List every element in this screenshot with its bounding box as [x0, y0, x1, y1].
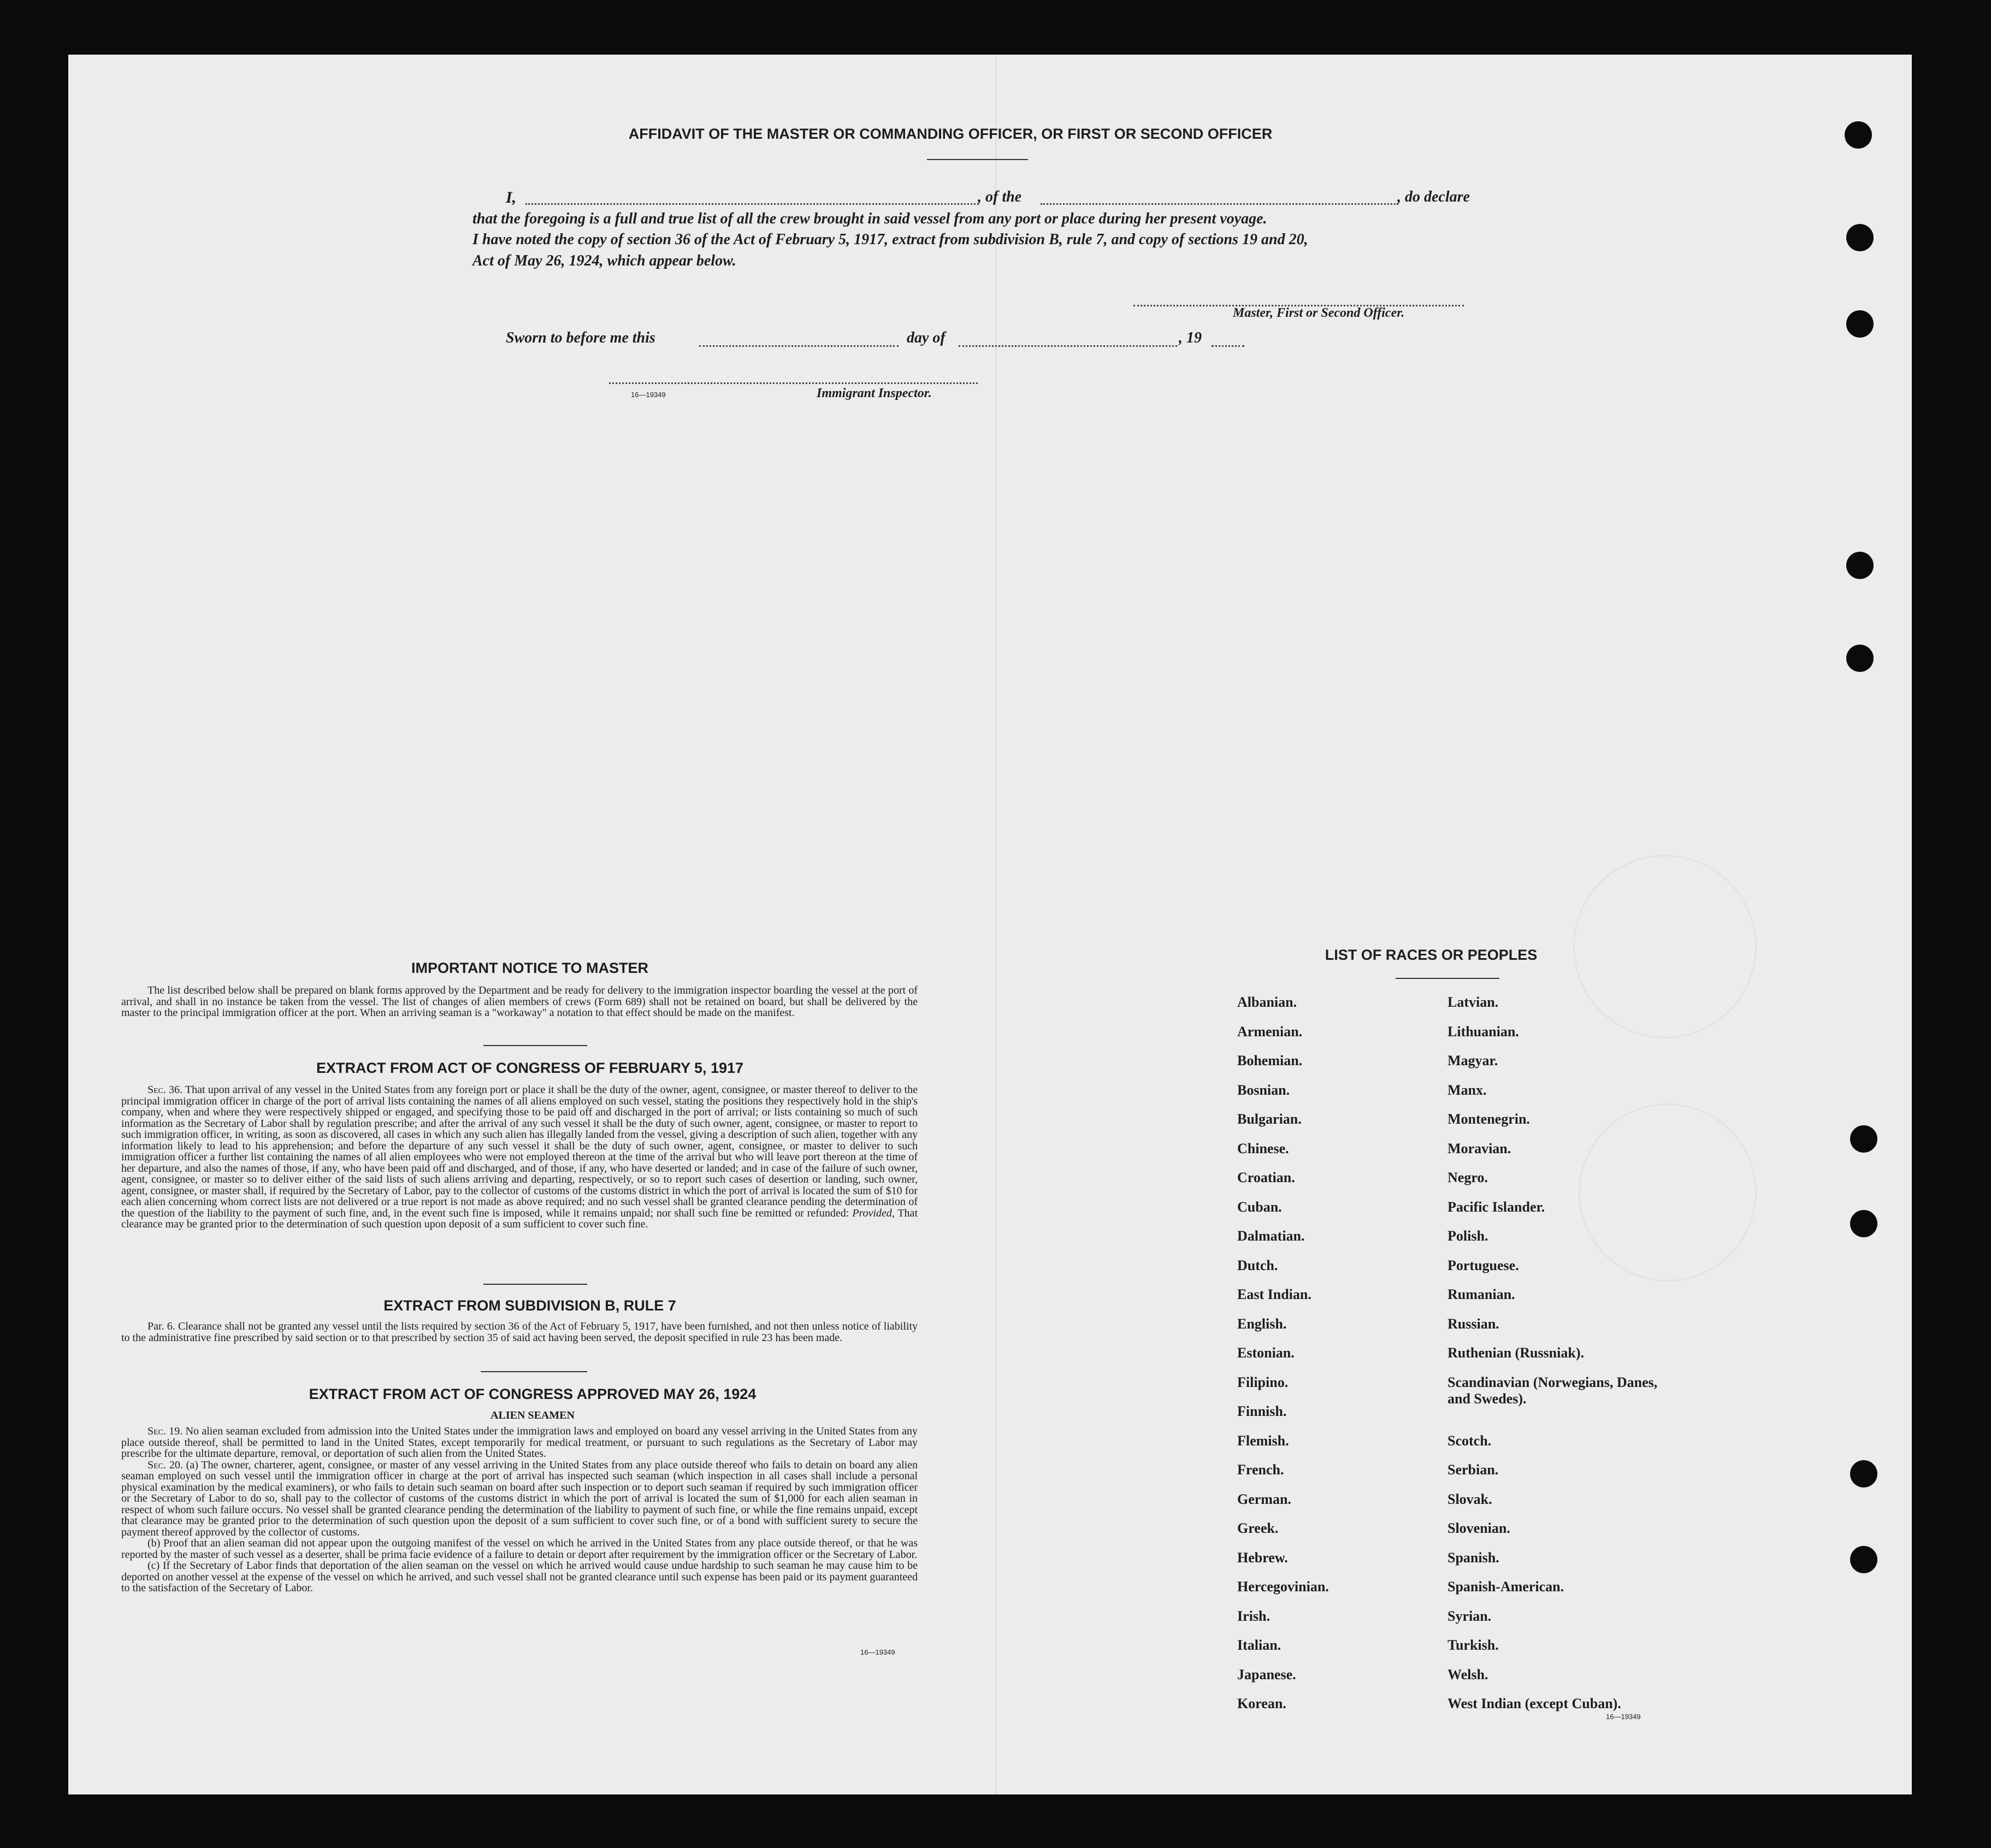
race-item: Pacific Islander.: [1448, 1198, 1545, 1215]
sec-20a-body: (a) The owner, charterer, agent, consignee, or master of any vessel arriving in the United States from any place outside thereof who fails to detain on board any alien seaman employed on such vessel until the immigration officer in charge at the port of arrival has inspected such seaman (which inspection in all cases shall include a personal physical examination by the medical examiners), or who fails to detain such seaman on board after such inspection or to deport such seaman if required by such immigration officer or the Secretary of Labor to do so, shall pay to the collector of customs of the customs district in which the port of arrival is located the sum of $1,000 for each alien seaman in respect of whom such failure occurs. No vessel shall be granted clearance pending the determination of the liability to payment of such fine, or while the fine remains unpaid, except that clearance may be granted prior to the determination of such question upon the deposit of a sum sufficient to cover such fine, or of a bond with sufficient surety to secure the payment thereof approved by the collector of customs.: [121, 1459, 918, 1538]
race-item: Albanian.: [1237, 994, 1297, 1010]
race-item: Spanish-American.: [1448, 1579, 1564, 1595]
races-form-number: 16—19349: [1606, 1713, 1641, 1721]
race-item: Lithuanian.: [1448, 1023, 1519, 1040]
race-item: Moravian.: [1448, 1140, 1511, 1156]
year-prefix-label: , 19: [1179, 329, 1202, 346]
notice-paragraph: The list described below shall be prepared on blank forms approved by the Department and be ready for delivery to the immigration inspector boarding the vessel at the port of arrival, and shall in no instance be taken from the vessel. The list of changes of alien members of crews (Form 689) shall not be retained on board, but shall be delivered by the master to the principal immigration officer at the port. When an arriving seaman is a "workaway" a notation to that effect should be made on the manifest.: [121, 984, 918, 1019]
race-item: Turkish.: [1448, 1637, 1499, 1653]
race-item: Spanish.: [1448, 1549, 1499, 1566]
race-item: Korean.: [1237, 1696, 1286, 1711]
section-divider: [483, 1045, 587, 1046]
sec-36-body-end: That clearance may be granted prior to the determination of such question upon deposit of a sum sufficient to cover such fine.: [121, 1207, 918, 1230]
sec-20c-paragraph: (c) If the Secretary of Labor finds that deportation of the alien seaman on the vessel on which he arrived would cause undue hardship to such seaman he may cause him to be deported on another vessel at the expense of the vessel on which he arrived, and such vessel shall not be granted clearance until such expense has been paid or its payment guaranteed to the satisfaction of the Secretary of Labor.: [121, 1560, 918, 1594]
race-item: Latvian.: [1448, 994, 1499, 1010]
punch-hole: [1850, 1125, 1877, 1153]
affidavit-line-3: I have noted the copy of section 36 of the Act of February 5, 1917, extract from subdivision B, rule 7, and copy of sections 19 and 20,: [472, 231, 1308, 248]
race-item: Portuguese.: [1448, 1257, 1519, 1273]
punch-hole: [1845, 121, 1872, 149]
rule-7-paragraph: Par. 6. Clearance shall not be granted any vessel until the lists required by section 36 of the Act of February 5, 1917, have been furnished, and not then unless notice of liability to the administrative fine prescribed by said section or to that prescribed by section 35 of said act having been served, the deposit specified in rule 23 has been made.: [121, 1320, 918, 1344]
sec-36-paragraph: [121, 1084, 918, 1230]
punch-hole: [1846, 310, 1874, 338]
race-item: Manx.: [1448, 1082, 1487, 1098]
title-underline: [927, 159, 1028, 160]
race-item: Slovenian.: [1448, 1520, 1510, 1536]
vessel-blank[interactable]: [1041, 203, 1398, 205]
race-item: Hebrew.: [1237, 1549, 1288, 1566]
race-item: East Indian.: [1237, 1286, 1311, 1302]
punch-hole: [1846, 552, 1874, 579]
inspector-label: Immigrant Inspector.: [817, 386, 932, 400]
race-item: Italian.: [1237, 1637, 1281, 1653]
of-the-label: , of the: [978, 188, 1022, 205]
race-item: Flemish.: [1237, 1432, 1289, 1449]
race-item: Negro.: [1448, 1170, 1488, 1185]
race-item: Finnish.: [1237, 1403, 1287, 1419]
notice-title: IMPORTANT NOTICE TO MASTER: [411, 960, 648, 976]
sec-36-label: Sec. 36.: [147, 1084, 183, 1096]
race-item: Armenian.: [1237, 1023, 1303, 1040]
race-item: Syrian.: [1448, 1608, 1492, 1624]
punch-hole: [1846, 645, 1874, 672]
sec-20b-paragraph: (b) Proof that an alien seaman did not appear upon the outgoing manifest of the vessel on which he arrived in the United States from any place outside thereof, or that he was reported by the master of such vessel as a deserter, shall be prima facie evidence of a failure to detain or deport after requirement by the immigration officer or the Secretary of Labor.: [121, 1537, 918, 1561]
affidavit-form-number: 16—19349: [631, 391, 666, 399]
sec-20a-paragraph: [121, 1460, 918, 1538]
race-item: Ruthenian (Russniak).: [1448, 1345, 1584, 1361]
races-title: LIST OF RACES OR PEOPLES: [1325, 947, 1538, 963]
affidavit-title: AFFIDAVIT OF THE MASTER OR COMMANDING OFFICER, OR FIRST OR SECOND OFFICER: [628, 126, 1273, 142]
race-item: Hercegovinian.: [1237, 1579, 1329, 1595]
alien-seamen-subtitle: ALIEN SEAMEN: [491, 1409, 575, 1421]
notice-text: [121, 985, 918, 1019]
extract-1917-text: [121, 1084, 918, 1230]
race-item: Greek.: [1237, 1520, 1279, 1536]
page-fold: [995, 55, 996, 1794]
sec-20-label: Sec. 20.: [147, 1459, 183, 1471]
rule-7-title: EXTRACT FROM SUBDIVISION B, RULE 7: [383, 1297, 676, 1314]
sworn-day-blank[interactable]: [699, 345, 899, 347]
race-item: Rumanian.: [1448, 1286, 1515, 1302]
extract-form-number: 16—19349: [860, 1648, 895, 1656]
extract-1924-title: EXTRACT FROM ACT OF CONGRESS APPROVED MAY 26, 1924: [309, 1386, 757, 1402]
sec-36-body: That upon arrival of any vessel in the United States from any foreign port or place it shall be the duty of the owner, agent, consignee, or master thereof to deliver to the principal immigration officer in charge of the port of arrival lists containing the names of all aliens employed on such vessel, stating the positions they respectively hold in the ship's company, when and where they were respectively shipped or engaged, and specifying those to be paid off and discharged in the port of arrival; or lists containing so much of such information as the Secretary of Labor shall by regulation prescribe; and after the arrival of any such vessel it shall be the duty of such owner, agent, consignee, or master to report to such immigration officer, in writing, as soon as discovered, all cases in which any such alien has illegally landed from the vessel, giving a description of such alien, together with any information likely to lead to his apprehension; and before the departure of any such vessel it shall be the duty of such owner, agent, consignee, or master to deliver to such immigration officer a further list containing the names of all alien employees who were not employed thereon at the time of the arrival but who will leave port thereon at the time of her departure, and also the names of those, if any, who have been paid off and discharged, and of those, if any, who have deserted or landed; and in case of the failure of such owner, agent, consignee, or master so to deliver either of the said lists of such aliens arriving and departing, respectively, or so to report such cases of desertion or landing, such owner, agent, consignee, or master shall, if required by the Secretary of Labor, pay to the collector of customs of the customs district in which the port of arrival is located the sum of $10 for each alien concerning whom correct lists are not delivered or a true report is not made as above required; and no such vessel shall be granted clearance pending the determination of the question of the liability to the payment of such fine, and, in the event such fine is imposed, while it remains unpaid; nor shall such fine be remitted or refunded:: [121, 1084, 918, 1219]
race-item: German.: [1237, 1491, 1291, 1507]
race-item: Scandinavian (Norwegians, Danes, and Swedes).: [1448, 1374, 1658, 1407]
race-item: Scotch.: [1448, 1432, 1492, 1449]
race-item: French.: [1237, 1462, 1284, 1478]
affidavit-i-label: I,: [506, 188, 517, 206]
race-item: Irish.: [1237, 1608, 1270, 1624]
punch-hole: [1846, 224, 1874, 251]
extract-1924-text: [121, 1426, 918, 1594]
punch-hole: [1850, 1210, 1877, 1237]
punch-hole: [1850, 1546, 1877, 1573]
affidavit-line-2: that the foregoing is a full and true list of all the crew brought in said vessel from any port or place during her present voyage.: [472, 210, 1267, 227]
race-item: Croatian.: [1237, 1170, 1295, 1185]
day-of-label: day of: [907, 329, 946, 346]
provided-word: Provided,: [852, 1207, 895, 1219]
race-item: West Indian (except Cuban).: [1448, 1696, 1621, 1711]
rule-7-text: [121, 1321, 918, 1343]
race-item: Japanese.: [1237, 1666, 1296, 1682]
inspector-signature-line[interactable]: [609, 382, 978, 384]
master-signature-label: Master, First or Second Officer.: [1233, 306, 1405, 320]
sworn-label: Sworn to before me this: [506, 329, 655, 346]
race-item: Dutch.: [1237, 1257, 1278, 1273]
extract-1917-title: EXTRACT FROM ACT OF CONGRESS OF FEBRUARY 5, 1917: [316, 1060, 744, 1076]
race-item: Polish.: [1448, 1228, 1488, 1244]
sec-19-paragraph: [121, 1426, 918, 1460]
race-item: Cuban.: [1237, 1198, 1282, 1215]
race-item: Montenegrin.: [1448, 1111, 1530, 1127]
race-item: English.: [1237, 1315, 1287, 1332]
race-item: Chinese.: [1237, 1140, 1289, 1156]
sworn-year-blank[interactable]: [1212, 345, 1244, 347]
affidavit-line-4: Act of May 26, 1924, which appear below.: [472, 252, 736, 269]
sec-19-body: No alien seaman excluded from admission into the United States under the immigration laws and employed on board any vessel arriving in the United States from any place outside thereof, shall be permitted to land in the United States, except temporarily for medical treatment, or pursuant to such regulations as the Secretary of Labor may prescribe for the ultimate departure, removal, or deportation of such alien from the United States.: [121, 1425, 918, 1460]
section-divider: [483, 1284, 587, 1285]
sec-19-label: Sec. 19.: [147, 1425, 183, 1437]
punch-hole: [1850, 1460, 1877, 1487]
race-item: Estonian.: [1237, 1345, 1295, 1361]
race-item: Slovak.: [1448, 1491, 1492, 1507]
races-list: [1237, 994, 1674, 1725]
race-item: Dalmatian.: [1237, 1228, 1305, 1244]
race-item: Welsh.: [1448, 1666, 1488, 1682]
race-item: Bulgarian.: [1237, 1111, 1302, 1127]
do-declare-label: , do declare: [1397, 188, 1470, 205]
races-title-underline: [1396, 978, 1499, 979]
race-item: Bohemian.: [1237, 1053, 1303, 1068]
race-item: Serbian.: [1448, 1462, 1499, 1478]
race-item: Bosnian.: [1237, 1082, 1290, 1098]
race-item: Russian.: [1448, 1315, 1499, 1332]
race-item: Filipino.: [1237, 1374, 1289, 1390]
race-item: Magyar.: [1448, 1053, 1498, 1068]
section-divider: [481, 1371, 587, 1372]
sworn-month-blank[interactable]: [959, 345, 1177, 347]
name-blank[interactable]: [525, 203, 979, 205]
